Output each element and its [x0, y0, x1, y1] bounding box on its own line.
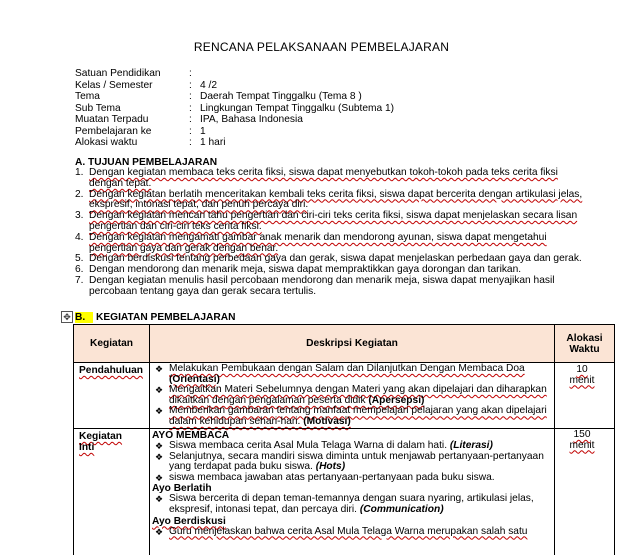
meta-colon: : — [189, 102, 192, 114]
diamond-bullet-icon: ❖ — [155, 494, 164, 505]
meta-colon: : — [189, 79, 192, 91]
activity-text: Guru menjelaskan bahwa cerita Asal Mula Telaga Warna merupakan salah satu — [169, 525, 528, 537]
objective-item — [75, 168, 585, 190]
activity-text: Memberikan gambaran tentang manfaat mempelajari pelajaran yang akan dipelajari dalam kehidupan sehari-hari. — [169, 405, 547, 427]
activity-text: Selanjutnya, secara mandiri siswa diminta untuk menjawab pertanyaan-pertanyaan yang terdapat pada buku siswa. — [169, 450, 544, 473]
diamond-bullet-icon: ❖ — [155, 472, 164, 483]
objective-number: 6. — [75, 264, 84, 276]
activity-tag: (Orientasi) — [169, 373, 220, 385]
meta-value: 4 /2 — [200, 79, 217, 91]
activity-text: Melakukan Pembukaan dengan Salam dan Dilanjutkan Dengan Membaca Doa — [169, 363, 525, 374]
objectives-list — [75, 168, 585, 298]
objective-item — [75, 211, 585, 233]
objective-number: 7. — [75, 274, 84, 286]
meta-colon: : — [189, 137, 192, 148]
pendahuluan-time-text: 10 menit — [569, 364, 595, 386]
diamond-bullet-icon: ❖ — [155, 406, 164, 417]
activity-text: Mengaitkan Materi Sebelumnya dengan Materi yang akan dipelajari dan diharapkan dikaitkan dengan pengalaman peserta didik — [169, 384, 547, 406]
objective-text: Dengan berdiskusi tentang perbedaan gaya dan gerak, siswa dapat menjelaskan perbedaan gaya dan gerak. — [89, 253, 582, 265]
activity-subheading: AYO MEMBACA — [152, 430, 230, 441]
meta-label: Kelas / Semester — [75, 79, 153, 91]
objective-item — [75, 190, 585, 212]
pendahuluan-description — [152, 364, 552, 428]
activity-bullet — [152, 452, 552, 473]
objective-number: 4. — [75, 231, 84, 243]
diamond-bullet-icon: ❖ — [155, 526, 164, 537]
objective-item — [75, 233, 585, 255]
header-deskripsi: Deskripsi Kegiatan — [306, 338, 398, 349]
activity-bullet — [152, 385, 552, 406]
activity-bullet — [152, 494, 552, 515]
activity-tag: (Hots) — [315, 461, 346, 473]
diamond-bullet-icon: ❖ — [155, 451, 164, 462]
objective-text: Dengan mendorong dan menarik meja, siswa dapat mempraktikkan gaya dorongan dan tarikan. — [89, 264, 522, 276]
objective-number: 5. — [75, 253, 84, 265]
objective-number: 1. — [75, 167, 84, 178]
activity-text: Siswa membaca cerita Asal Mula Telaga Warna di dalam hati. — [169, 440, 450, 451]
meta-label: Sub Tema — [75, 102, 121, 114]
meta-value: 1 hari — [200, 137, 226, 148]
meta-label: Pembelajaran ke — [75, 125, 152, 137]
row-label-pendahuluan: Pendahuluan — [79, 365, 143, 376]
objective-text: Dengan kegiatan membaca teks cerita fiksi, siswa dapat menyebutkan tokoh-tokoh pada teks cerita fiksi dengan tepat. — [89, 167, 558, 189]
pendahuluan-time — [564, 365, 600, 386]
objective-item — [75, 276, 585, 298]
objective-text: Dengan kegiatan menulis hasil percobaan mendorong dan menarik meja, siswa dapat menyajikan hasil percobaan tentang gaya dan gerak secara tertulis. — [89, 274, 555, 297]
diamond-bullet-icon: ❖ — [155, 385, 164, 396]
meta-label: Muatan Terpadu — [75, 114, 149, 125]
meta-value: Daerah Tempat Tinggalku (Tema 8 ) — [200, 91, 362, 102]
objective-text: Dengan kegiatan mengamati gambar anak menarik dan mendorong ayunan, siswa dapat mengetahui pengertian gaya dan gerak dengan benar. — [89, 231, 547, 254]
section-b-heading — [75, 312, 235, 323]
diamond-bullet-icon: ❖ — [155, 441, 164, 451]
activity-tag: (Communication) — [359, 503, 444, 515]
activity-tag: (Literasi) — [449, 440, 493, 451]
meta-label: Satuan Pendidikan — [75, 68, 161, 79]
meta-value: Lingkungan Tempat Tinggalku (Subtema 1) — [200, 102, 395, 114]
activity-subheading: Ayo Berdiskusi — [152, 515, 226, 527]
activities-table — [73, 324, 615, 555]
header-alokasi: Alokasi Waktu — [566, 332, 603, 355]
table-move-handle-icon[interactable]: ✥ — [61, 311, 73, 323]
objective-text: Dengan kegiatan mencari tahu pengertian dan ciri-ciri teks cerita fiksi, siswa dapat menjelaskan secara lisan pengertian dan ciri-ciri teks cerita fiksi. — [89, 210, 578, 232]
activity-subheading: Ayo Berlatih — [152, 483, 212, 495]
meta-value: IPA, Bahasa Indonesia — [200, 114, 303, 125]
activity-text: siswa membaca jawaban atas pertanyaan-pertanyaan pada buku siswa. — [169, 471, 495, 483]
meta-label: Alokasi waktu — [75, 137, 138, 148]
inti-description — [152, 430, 552, 537]
section-a-heading: A. TUJUAN PEMBELAJARAN — [75, 157, 218, 168]
objective-number: 2. — [75, 188, 84, 200]
section-b-letter: B. — [75, 312, 93, 323]
activity-text: Siswa bercerita di depan teman-temannya dengan suara nyaring, artikulasi jelas, ekspresif, intonasi tepat, dan percaya diri. — [169, 493, 534, 515]
section-b-text: KEGIATAN PEMBELAJARAN — [93, 312, 236, 323]
activity-bullet — [152, 473, 552, 484]
activity-bullet — [152, 527, 552, 538]
activity-tag: (Motivasi) — [303, 415, 351, 427]
inti-time — [564, 430, 600, 451]
meta-colon: : — [189, 91, 192, 102]
meta-value: 1 — [200, 125, 206, 137]
header-kegiatan: Kegiatan — [89, 338, 134, 349]
meta-colon: : — [189, 125, 192, 137]
activity-tag: (Apersepsi) — [368, 394, 425, 406]
meta-colon: : — [189, 68, 192, 79]
row-label-inti: Kegiatan Inti — [79, 431, 123, 453]
activity-bullet — [152, 406, 552, 427]
diamond-bullet-icon: ❖ — [155, 364, 164, 374]
inti-time-text: 150 menit — [569, 429, 595, 451]
row-separator — [74, 428, 614, 429]
objective-text: Dengan kegiatan berlatih menceritakan kembali teks cerita fiksi, siswa dapat bercerita dengan artikulasi jelas, ekspresif, intonasi tepat, dan penuh percaya diri. — [89, 188, 583, 211]
meta-label: Tema — [75, 91, 100, 102]
objective-number: 3. — [75, 210, 84, 222]
document-title: RENCANA PELAKSANAAN PEMBELAJARAN — [193, 40, 450, 54]
activity-bullet — [152, 364, 552, 385]
meta-colon: : — [189, 114, 192, 125]
